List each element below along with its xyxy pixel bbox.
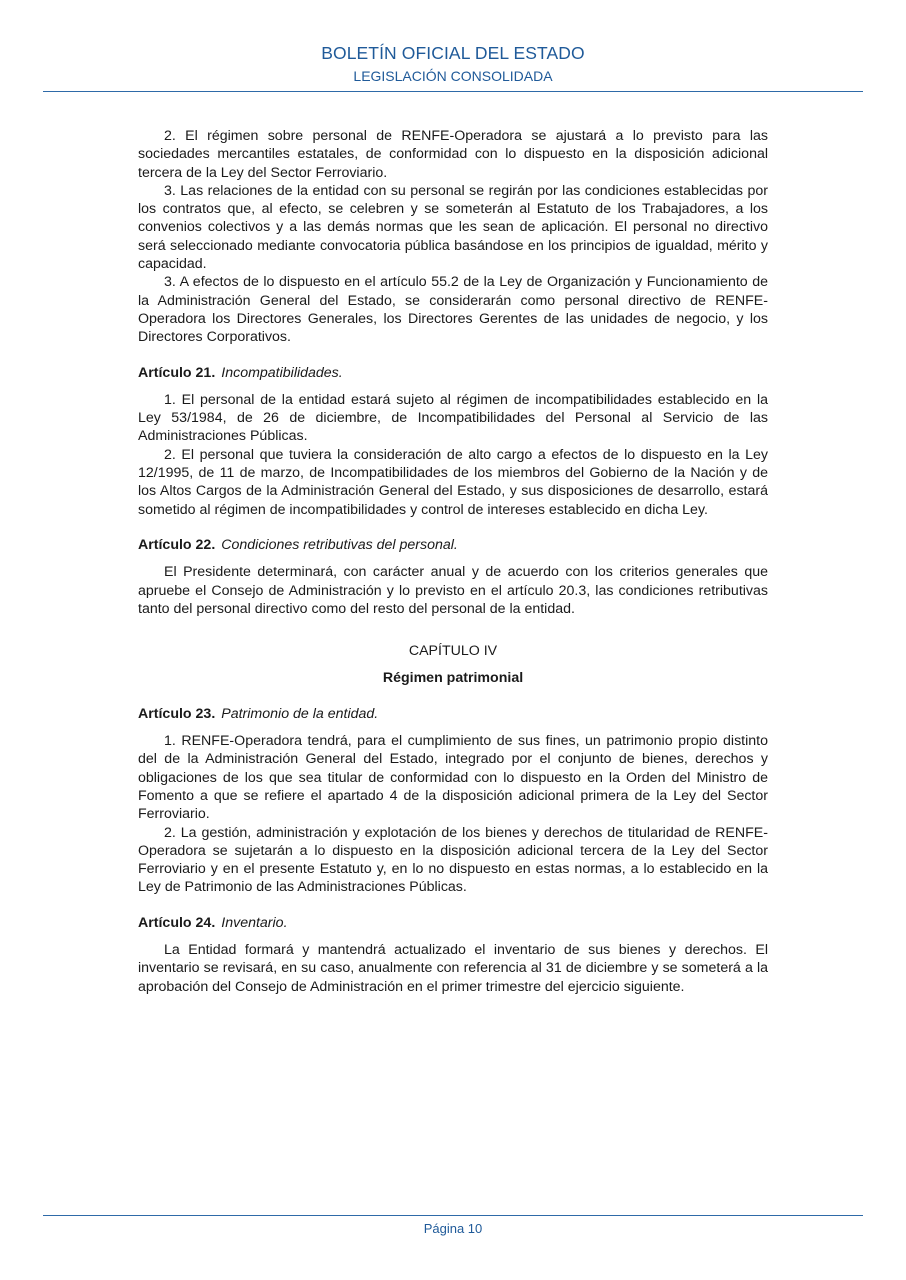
article-number: Artículo 21. bbox=[138, 364, 216, 381]
header-title: BOLETÍN OFICIAL DEL ESTADO bbox=[321, 43, 585, 63]
paragraph: 3. Las relaciones de la entidad con su personal se regirán por las condiciones establecidas por los contratos que, al efecto, se celebren y se someterán al Estatuto de los Trabajadores, a los convenios colectivos y a las demás normas que les sean de aplicación. El personal no directivo será seleccionado mediante convocatoria pública basándose en los principios de igualdad, mérito y capacidad. bbox=[138, 182, 768, 273]
article-title: Incompatibilidades. bbox=[221, 364, 343, 381]
article-number: Artículo 23. bbox=[138, 705, 216, 722]
header-subtitle: LEGISLACIÓN CONSOLIDADA bbox=[353, 68, 553, 84]
article-21-heading bbox=[138, 364, 768, 382]
article-title: Patrimonio de la entidad. bbox=[221, 705, 379, 722]
footer-divider bbox=[43, 1215, 863, 1216]
article-title: Condiciones retributivas del personal. bbox=[221, 536, 458, 553]
paragraph: 2. El régimen sobre personal de RENFE-Operadora se ajustará a lo previsto para las sociedades mercantiles estatales, de conformidad con lo dispuesto en la disposición adicional tercera de la Ley del Sector Ferroviario. bbox=[138, 128, 768, 181]
paragraph: 2. El personal que tuviera la consideración de alto cargo a efectos de lo dispuesto en la Ley 12/1995, de 11 de marzo, de Incompatibilidades de los miembros del Gobierno de la Nación y de los Altos Cargos de la Administración General del Estado, y sus disposiciones de desarrollo, estará sometido al régimen de incompatibilidades y control de intereses establecido en dicha Ley. bbox=[138, 446, 768, 518]
paragraph: La Entidad formará y mantendrá actualizado el inventario de sus bienes y derechos. El inventario se revisará, en su caso, anualmente con referencia al 31 de diciembre y se someterá a la aprobación del Consejo de Administración en el primer trimestre del ejercicio siguiente. bbox=[138, 941, 768, 995]
paragraph: 1. El personal de la entidad estará sujeto al régimen de incompatibilidades establecido en la Ley 53/1984, de 26 de diciembre, de Incompatibilidades del Personal al Servicio de las Administraciones Públicas. bbox=[138, 391, 768, 445]
paragraph: 3. A efectos de lo dispuesto en el artículo 55.2 de la Ley de Organización y Funcionamiento de la Administración General del Estado, se considerarán como personal directivo de RENFE-Operadora los Directores Generales, los Directores Gerentes de las unidades de negocio, y los Directores Corporativos. bbox=[138, 274, 768, 346]
paragraph: El Presidente determinará, con carácter anual y de acuerdo con los criterios generales que apruebe el Consejo de Administración y lo previsto en el artículo 20.3, las condiciones retributivas tanto del personal directivo como del resto del personal de la entidad. bbox=[138, 564, 768, 617]
page-number: Página 10 bbox=[423, 1221, 483, 1236]
article-number: Artículo 22. bbox=[138, 536, 216, 553]
article-title: Inventario. bbox=[221, 914, 288, 931]
article-23-heading bbox=[138, 705, 768, 723]
paragraph: 2. La gestión, administración y explotación de los bienes y derechos de titularidad de RENFE-Operadora se sujetarán a lo dispuesto en la disposición adicional tercera de la Ley del Sector Ferroviario y en el presente Estatuto y, en lo no dispuesto en estas normas, a lo establecido en la Ley de Patrimonio de las Administraciones Públicas. bbox=[138, 824, 768, 896]
chapter-title: Régimen patrimonial bbox=[382, 670, 524, 687]
article-number: Artículo 24. bbox=[138, 914, 216, 931]
paragraph: 1. RENFE-Operadora tendrá, para el cumplimiento de sus fines, un patrimonio propio distinto del de la Administración General del Estado, integrado por el conjunto de bienes, derechos y obligaciones de los que sea titular de conformidad con lo dispuesto en la Orden del Ministro de Fomento a que se refiere el apartado 4 de la disposición adicional primera de la Ley del Sector Ferroviario. bbox=[138, 733, 768, 823]
article-22-heading bbox=[138, 536, 768, 554]
document-body bbox=[138, 127, 768, 996]
article-24-heading bbox=[138, 914, 768, 932]
header-divider bbox=[43, 91, 863, 92]
chapter-label: CAPÍTULO IV bbox=[408, 643, 498, 660]
